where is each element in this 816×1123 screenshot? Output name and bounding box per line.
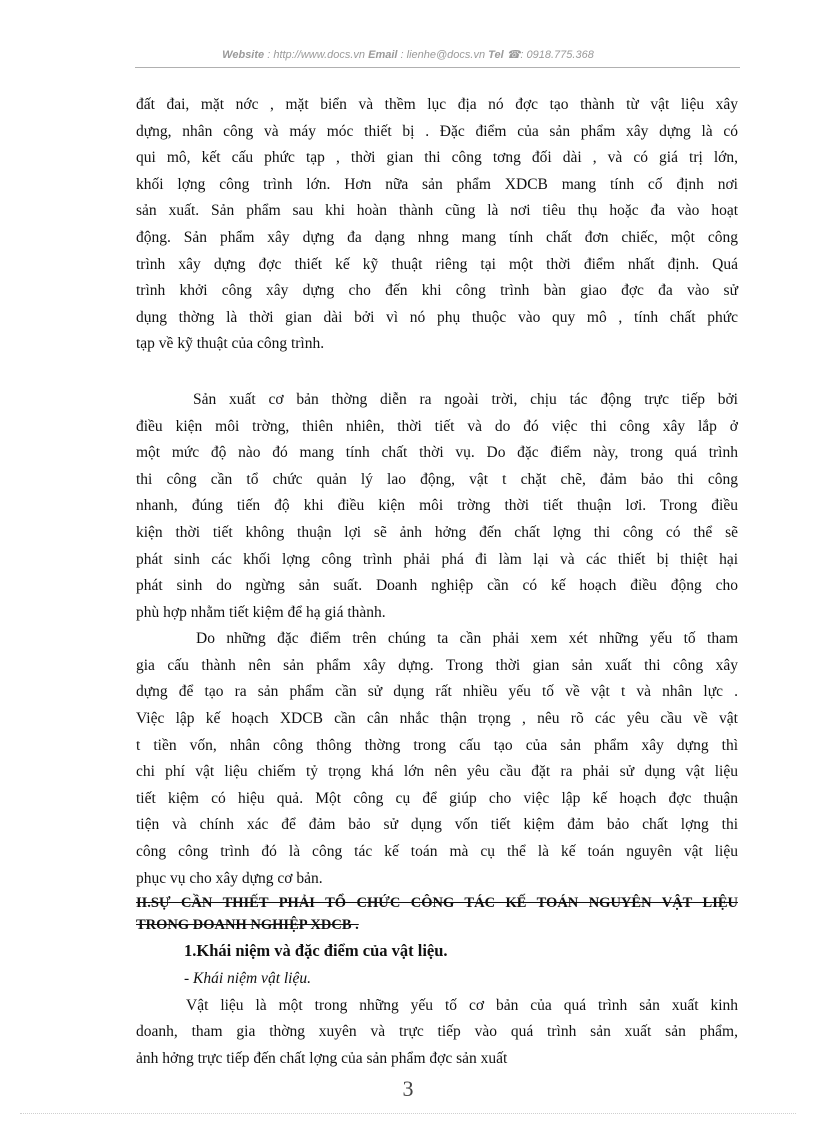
footer-divider [20, 1113, 796, 1114]
paragraph-line: trình khởi công xây dựng cho đến khi công trình bàn giao đợc đa vào sử [136, 282, 738, 300]
tel-label: Tel [488, 49, 504, 61]
paragraph-line: gia cấu thành nên sản phẩm xây dựng. Trong thời gian sản xuất thi công xây [136, 656, 738, 674]
paragraph-line: đất đai, mặt nớc , mặt biển và thềm lục địa nó đợc tạo thành từ vật liệu xây [136, 96, 738, 113]
paragraph-line: thi công cần tổ chức quản lý lao động, vật t chặt chẽ, đảm bảo thi công [136, 470, 738, 488]
paragraph-3 [136, 626, 738, 892]
paragraph-line: chi phí vật liệu chiếm tỷ trọng khá lớn nên yêu cầu đặt ra phải sử dụng vật liệu [136, 763, 738, 781]
paragraph-line: dựng để tạo ra sản phẩm cần sử dụng rất nhiều yếu tố về vật t và nhân lực . [136, 683, 738, 701]
paragraph-line: sản xuất. Sản phẩm sau khi hoàn thành cũng là nơi tiêu thụ hoặc đa vào hoạt [136, 202, 738, 220]
paragraph-line: Do những đặc điểm trên chúng ta cần phải xem xét những yếu tố tham [196, 630, 738, 648]
paragraph-line: Việc lập kế hoạch XDCB cần cân nhắc thận trọng , nêu rõ các yêu cầu về vật [136, 710, 738, 728]
paragraph-line: ảnh hởng trực tiếp đến chất lợng của sản phẩm đợc sản xuất [136, 1050, 508, 1067]
paragraph-line: dựng, nhân công và máy móc thiết bị . Đặc điểm của sản phẩm xây dựng là có [136, 122, 738, 140]
paragraph-line: doanh, tham gia thờng xuyên và trực tiếp vào quá trình sản xuất sản phẩm, [136, 1023, 738, 1041]
paragraph-line: tiện và chính xác để đảm bảo sử dụng vốn tiết kiệm đảm bảo chất lợng thi [136, 816, 738, 834]
paragraph-line: phù hợp nhằm tiết kiệm để hạ giá thành. [136, 603, 386, 621]
paragraph-line: t tiền vốn, nhân công thông thờng trong cấu tạo của sản phẩm xây dựng thì [136, 736, 738, 754]
paragraph-line: động. Sản phẩm xây dựng đa dạng nhng mang tính chất đơn chiếc, một công [136, 228, 738, 246]
paragraph-line: dụng thờng là thời gian dài bởi vì nó phụ thuộc vào quy mô , tính chất phức [136, 308, 738, 326]
subsection-heading: 1.Khái niệm và đặc điểm của vật liệu. [184, 941, 448, 961]
paragraph-line: Sản xuất cơ bản thờng diễn ra ngoài trời, chịu tác động trực tiếp bởi [193, 390, 738, 408]
paragraph-line: trình xây dựng đợc thiết kế kỹ thuật riêng tại một thời điểm nhất định. Quá [136, 255, 738, 273]
tel-value: ☎: 0918.775.368 [506, 49, 594, 61]
paragraph-1 [136, 92, 738, 358]
section-heading-line: II.SỰ CẦN THIẾT PHẢI TỔ CHỨC CÔNG TÁC KẾ TOÁN NGUYÊN VẬT LIỆU [136, 895, 738, 912]
section-heading-line: TRONG DOANH NGHIỆP XDCB . [136, 917, 359, 934]
paragraph-line: phát sinh các khối lợng công trình phải phá đi làm lại và các thiết bị thiệt hại [136, 550, 738, 568]
page-number: 3 [402, 1076, 414, 1101]
paragraph-2 [136, 387, 738, 626]
header-divider [135, 67, 740, 68]
paragraph-gap [136, 358, 738, 387]
paragraph-line: một mức độ nào đó mang tính chất thời vụ. Do đặc điểm này, trong quá trình [136, 444, 738, 462]
paragraph-line: kiện thời tiết không thuận lợi sẽ ảnh hởng đến chất lợng thi công có thể sẽ [136, 523, 738, 541]
website-label: Website [222, 49, 265, 61]
paragraph-4 [136, 993, 738, 1073]
page-header [0, 48, 816, 61]
email-value: : lienhe@docs.vn [400, 49, 486, 61]
paragraph-line: khối lợng công trình lớn. Hơn nữa sản phẩm XDCB mang tính cố định nơi [136, 175, 738, 193]
paragraph-line: tiết kiệm có hiệu quả. Một công cụ để giúp cho việc lập kế hoạch đợc thuận [136, 789, 738, 807]
paragraph-line: điều kiện môi trờng, thiên nhiên, thời tiết và do đó việc thi công xây lắp ở [136, 417, 738, 435]
paragraph-line: phục vụ cho xây dựng cơ bản. [136, 869, 323, 887]
website-value: : http://www.docs.vn [267, 49, 366, 61]
paragraph-line: Vật liệu là một trong những yếu tố cơ bản của quá trình sản xuất kinh [186, 996, 738, 1014]
paragraph-line: qui mô, kết cấu phức tạp , thời gian thi công tơng đối dài , và có giá trị lớn, [136, 149, 738, 167]
paragraph-line: công công trình đó là công tác kế toán mà cụ thể là kế toán nguyên vật liệu [136, 843, 738, 861]
paragraph-line: phát sinh do ngừng sản suất. Doanh nghiệp cần có kế hoạch điều động cho [136, 577, 738, 595]
paragraph-line: nhanh, đúng tiến độ khi điều kiện môi trờng thời tiết thuận lơi. Trong điều [136, 497, 738, 515]
email-label: Email [368, 49, 398, 61]
italic-heading: - Khái niệm vật liệu. [184, 970, 311, 988]
section-heading [136, 892, 738, 936]
document-body [136, 92, 738, 1073]
paragraph-line: tạp về kỹ thuật của công trình. [136, 335, 325, 353]
